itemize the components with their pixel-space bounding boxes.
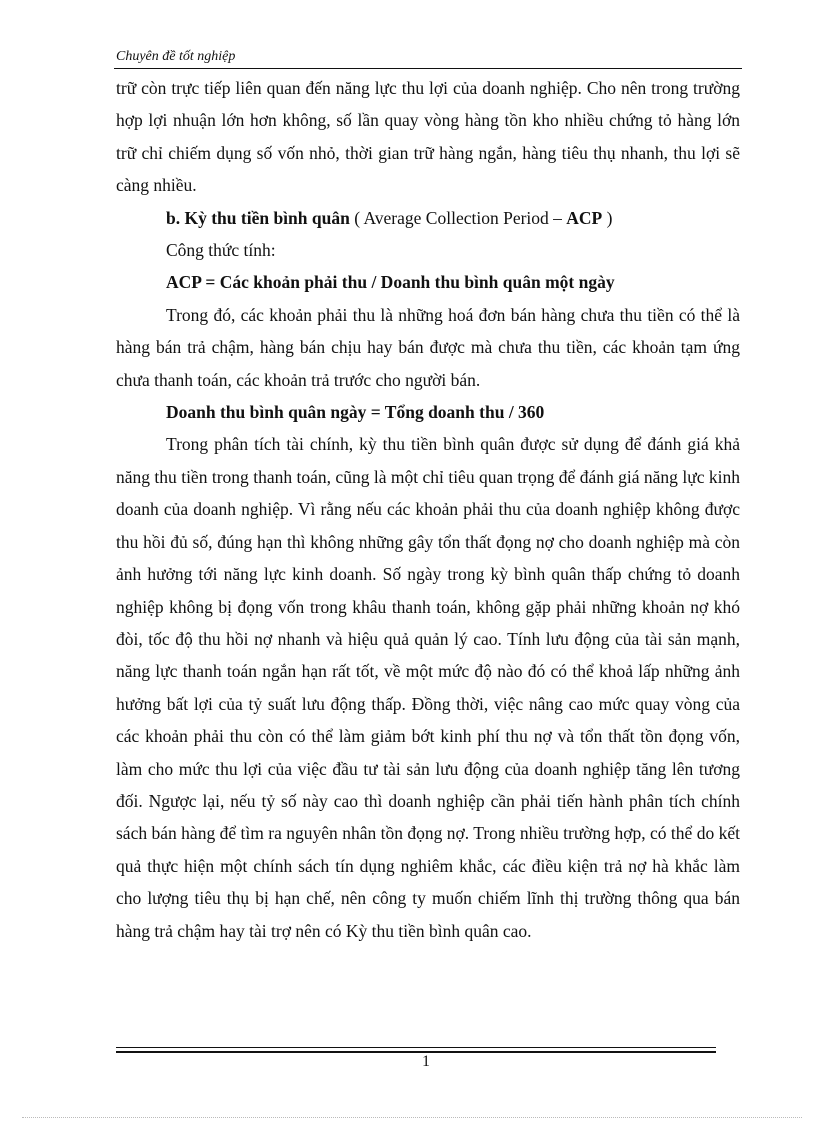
- section-heading-acp-abbr: ACP: [566, 207, 603, 228]
- document-body: [116, 72, 740, 947]
- page-bottom-border: [22, 1117, 802, 1118]
- footer-divider-thin: [116, 1047, 716, 1048]
- paragraph-acp-analysis: Trong phân tích tài chính, kỳ thu tiền bình quân được sử dụng để đánh giá khả năng thu tiền trong thanh toán, cũng là một chỉ tiêu quan trọng để đánh giá năng lực kinh doanh của doanh nghiệp. Vì rằng nếu các khoản phải thu của doanh nghiệp không được thu hồi đủ số, đúng hạn thì không những gây tổn thất đọng nợ cho doanh nghiệp mà còn ảnh hưởng tới năng lực kinh doanh. Số ngày trong kỳ bình quân thấp chứng tỏ doanh nghiệp không bị đọng vốn trong khâu thanh toán, không gặp phải những khoản nợ khó đòi, tốc độ thu hồi nợ nhanh và hiệu quả quản lý cao. Tính lưu động của tài sản mạnh, năng lực thanh toán ngắn hạn rất tốt, về một mức độ nào đó có thể khoả lấp những ảnh hưởng bất lợi của tỷ suất lưu động thấp. Đồng thời, việc nâng cao mức quay vòng của các khoản phải thu còn có thể làm giảm bớt kinh phí thu nợ và tổn thất tồn đọng vốn, làm cho mức thu lợi của việc đầu tư tài sản lưu động của doanh nghiệp tăng lên tương đối. Ngược lại, nếu tỷ số này cao thì doanh nghiệp cần phải tiến hành phân tích chính sách bán hàng để tìm ra nguyên nhân tồn đọng nợ. Trong nhiều trường hợp, có thể do kết quả thực hiện một chính sách tín dụng nghiêm khắc, các điều kiện trả nợ hà khắc làm cho lượng tiêu thụ bị hạn chế, nên công ty muốn chiếm lĩnh thị trường thông qua bán hàng trả chậm hay tài trợ nên có Kỳ thu tiền bình quân cao.: [116, 434, 740, 941]
- section-heading-close: ): [602, 207, 613, 228]
- formula-label: Công thức tính:: [166, 240, 276, 261]
- running-header: Chuyên đề tốt nghiệp: [116, 49, 236, 64]
- section-heading-english: ( Average Collection Period –: [349, 207, 567, 228]
- section-heading-title: b. Kỳ thu tiền bình quân: [166, 207, 350, 228]
- acp-formula: ACP = Các khoản phải thu / Doanh thu bình quân một ngày: [166, 272, 615, 293]
- paragraph-inventory-conclusion: trữ còn trực tiếp liên quan đến năng lực thu lợi của doanh nghiệp. Cho nên trong trường hợp lợi nhuận lớn hơn không, số lần quay vòng hàng tồn kho nhiều chứng tỏ hàng lớn trữ chỉ chiếm dụng số vốn nhỏ, thời gian trữ hàng ngắn, hàng tiêu thụ nhanh, thu lợi sẽ càng nhiều.: [116, 78, 740, 196]
- paragraph-receivables-definition: Trong đó, các khoản phải thu là những hoá đơn bán hàng chưa thu tiền có thể là hàng bán trả chậm, hàng bán chịu hay bán được mà chưa thu tiền, các khoản tạm ứng chưa thanh toán, các khoản trả trước cho người bán.: [116, 304, 740, 390]
- section-heading-acp: [116, 202, 740, 234]
- daily-revenue-formula: Doanh thu bình quân ngày = Tổng doanh thu / 360: [166, 402, 545, 423]
- page-number: 1: [422, 1053, 430, 1070]
- header-divider: [114, 68, 742, 69]
